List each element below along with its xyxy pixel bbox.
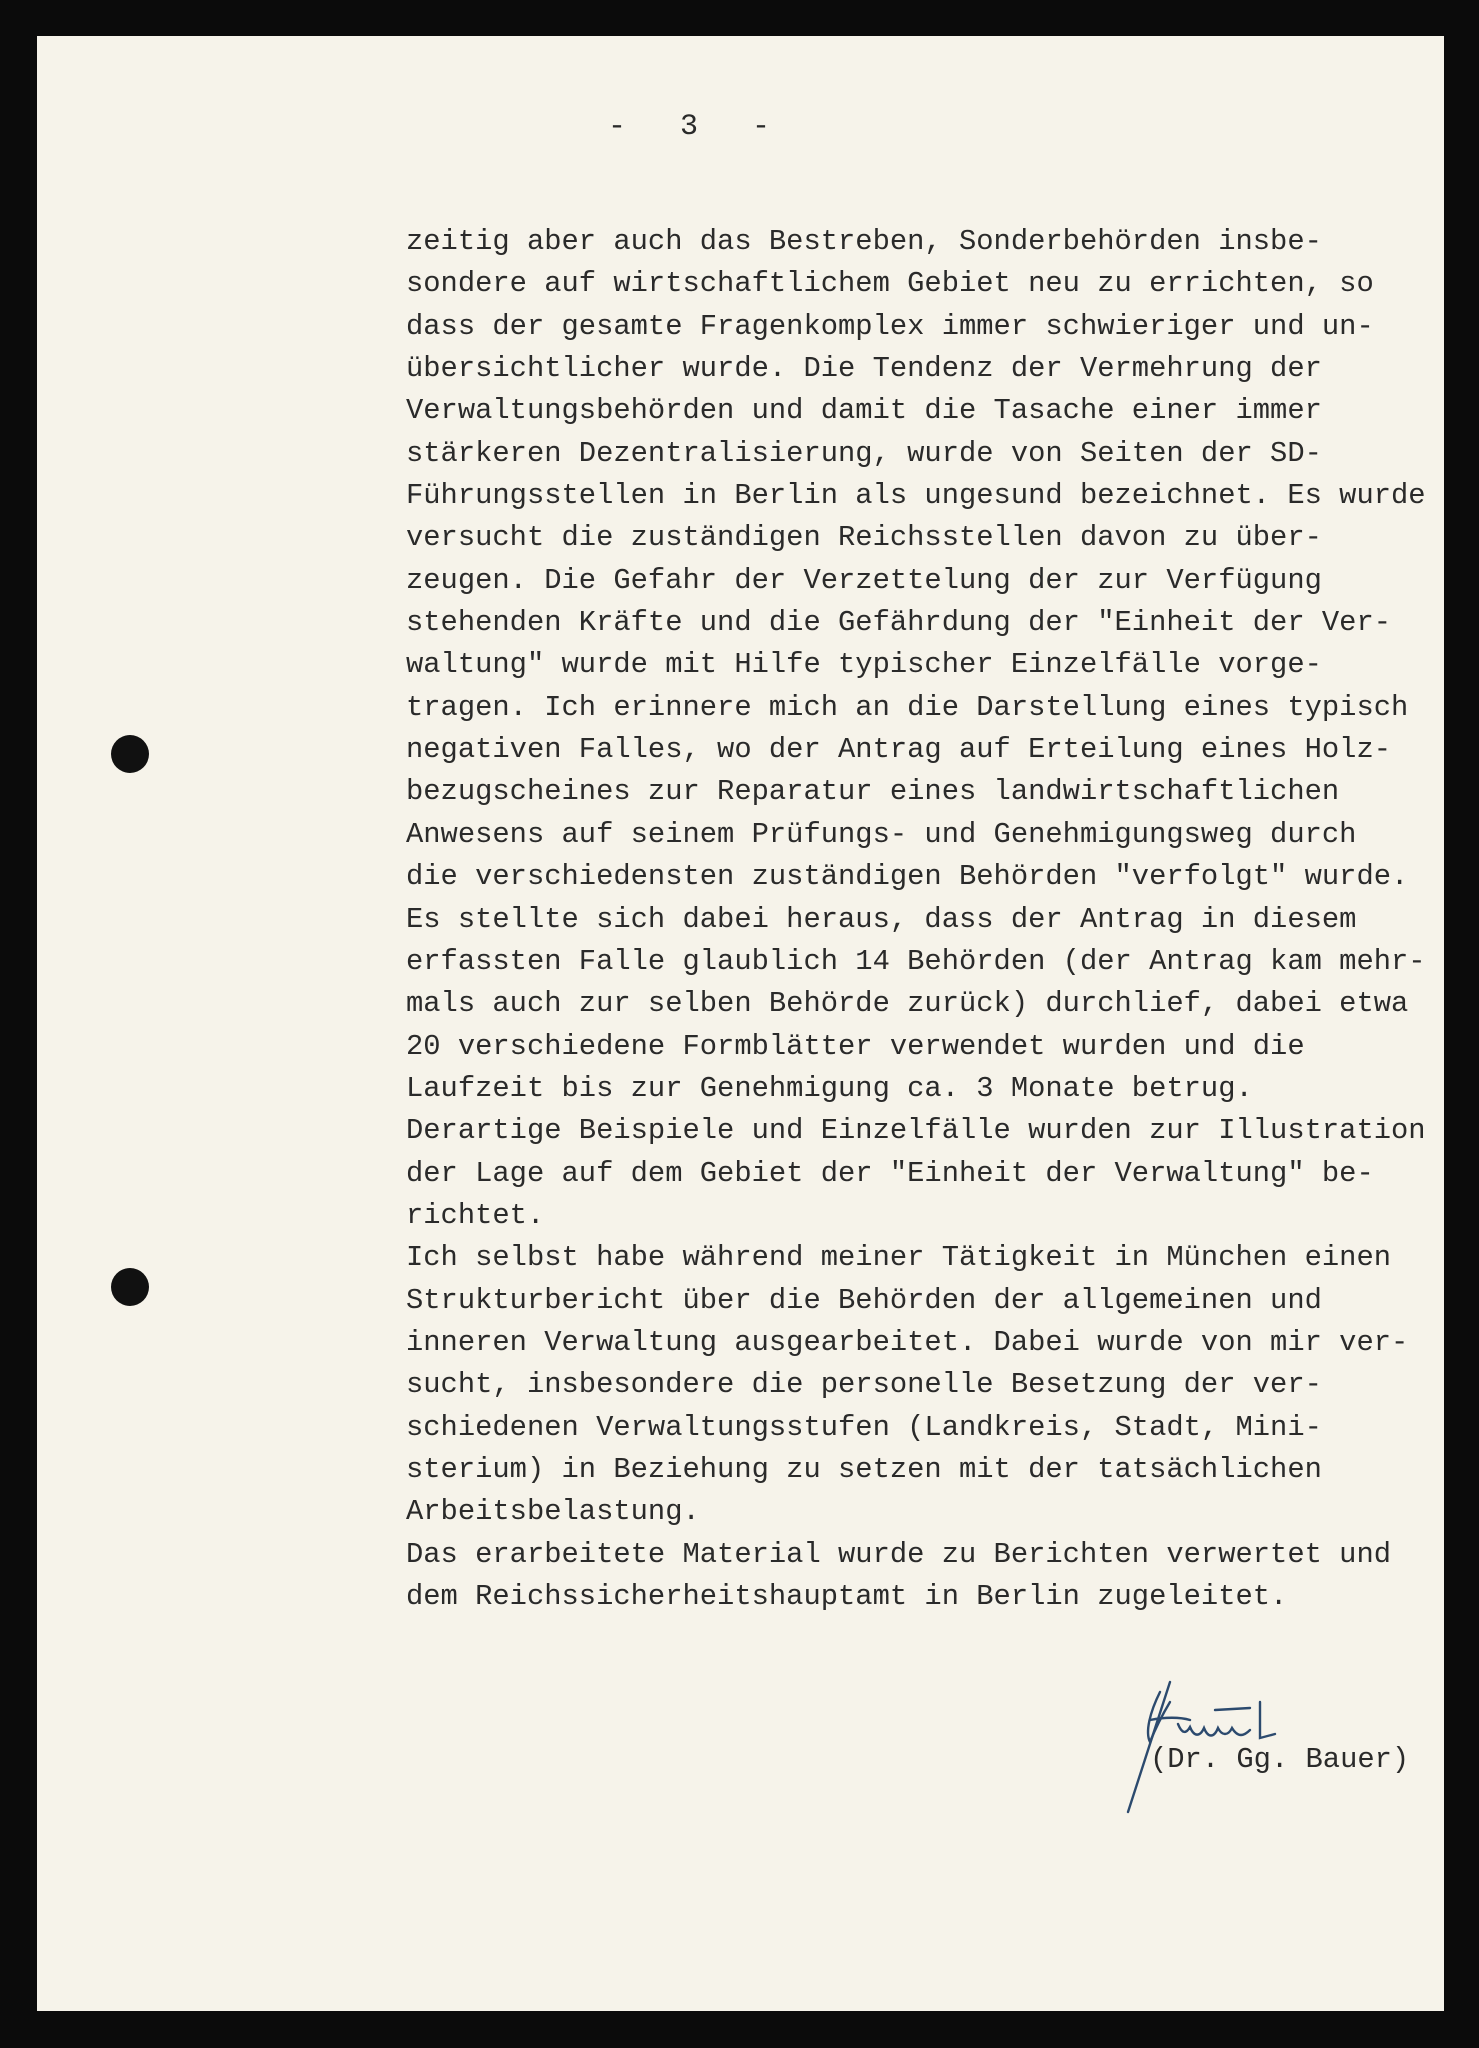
text-line: richtet. [406, 1198, 545, 1232]
text-line: Strukturbericht über die Behörden der allgemeinen und [406, 1283, 1322, 1317]
text-line: waltung" wurde mit Hilfe typischer Einzelfälle vorge- [406, 648, 1322, 682]
text-line: die verschiedensten zuständigen Behörden "verfolgt" wurde. [406, 860, 1409, 894]
text-line: mals auch zur selben Behörde zurück) durchlief, dabei etwa [406, 987, 1409, 1021]
text-line: Arbeitsbelastung. [406, 1495, 700, 1529]
text-line: sterium) in Beziehung zu setzen mit der tatsächlichen [406, 1452, 1322, 1486]
text-line: versucht die zuständigen Reichsstellen davon zu über- [406, 521, 1322, 555]
text-line: Derartige Beispiele und Einzelfälle wurden zur Illustration [406, 1114, 1426, 1148]
text-line: Anwesens auf seinem Prüfungs- und Genehmigungsweg durch [406, 817, 1357, 851]
text-line: inneren Verwaltung ausgearbeitet. Dabei wurde von mir ver- [406, 1325, 1409, 1359]
text-line: erfassten Falle glaublich 14 Behörden (der Antrag kam mehr- [406, 944, 1426, 978]
text-line: stehenden Kräfte und die Gefährdung der "Einheit der Ver- [406, 606, 1392, 640]
text-line: stärkeren Dezentralisierung, wurde von Seiten der SD- [406, 436, 1322, 470]
text-line: zeitig aber auch das Bestreben, Sonderbehörden insbe- [406, 225, 1322, 258]
text-line: Laufzeit bis zur Genehmigung ca. 3 Monate betrug. [406, 1071, 1253, 1105]
text-line: Das erarbeitete Material wurde zu Berichten verwertet und [406, 1537, 1392, 1571]
text-line: 20 verschiedene Formblätter verwendet wurden und die [406, 1029, 1305, 1063]
text-line: Ich selbst habe während meiner Tätigkeit in München einen [406, 1241, 1392, 1275]
text-line: bezugscheines zur Reparatur eines landwirtschaftlichen [406, 775, 1340, 809]
text-line: negativen Falles, wo der Antrag auf Erteilung eines Holz- [406, 733, 1392, 767]
text-line: zeugen. Die Gefahr der Verzettelung der zur Verfügung [406, 563, 1322, 597]
text-line: tragen. Ich erinnere mich an die Darstellung eines typisch [406, 690, 1409, 724]
text-line: Es stellte sich dabei heraus, dass der Antrag in diesem [406, 902, 1357, 936]
punch-hole [111, 1268, 149, 1306]
page-number: - 3 - [608, 110, 789, 144]
text-line: dem Reichssicherheitshauptamt in Berlin zugeleitet. [406, 1580, 1288, 1613]
text-line: dass der gesamte Fragenkomplex immer schwieriger und un- [406, 309, 1374, 343]
text-line: übersichtlicher wurde. Die Tendenz der Vermehrung der [406, 352, 1322, 386]
signatory-name: (Dr. Gg. Bauer) [1150, 1743, 1410, 1776]
text-line: Führungsstellen in Berlin als ungesund bezeichnet. Es wurde [406, 479, 1426, 513]
body-text [406, 221, 1426, 1618]
text-line: schiedenen Verwaltungsstufen (Landkreis, Stadt, Mini- [406, 1410, 1322, 1444]
text-line: sucht, insbesondere die personelle Besetzung der ver- [406, 1368, 1322, 1402]
punch-hole [111, 735, 149, 773]
text-line: sondere auf wirtschaftlichem Gebiet neu zu errichten, so [406, 267, 1374, 301]
text-line: der Lage auf dem Gebiet der "Einheit der Verwaltung" be- [406, 1156, 1374, 1190]
text-line: Verwaltungsbehörden und damit die Tasache einer immer [406, 394, 1322, 428]
